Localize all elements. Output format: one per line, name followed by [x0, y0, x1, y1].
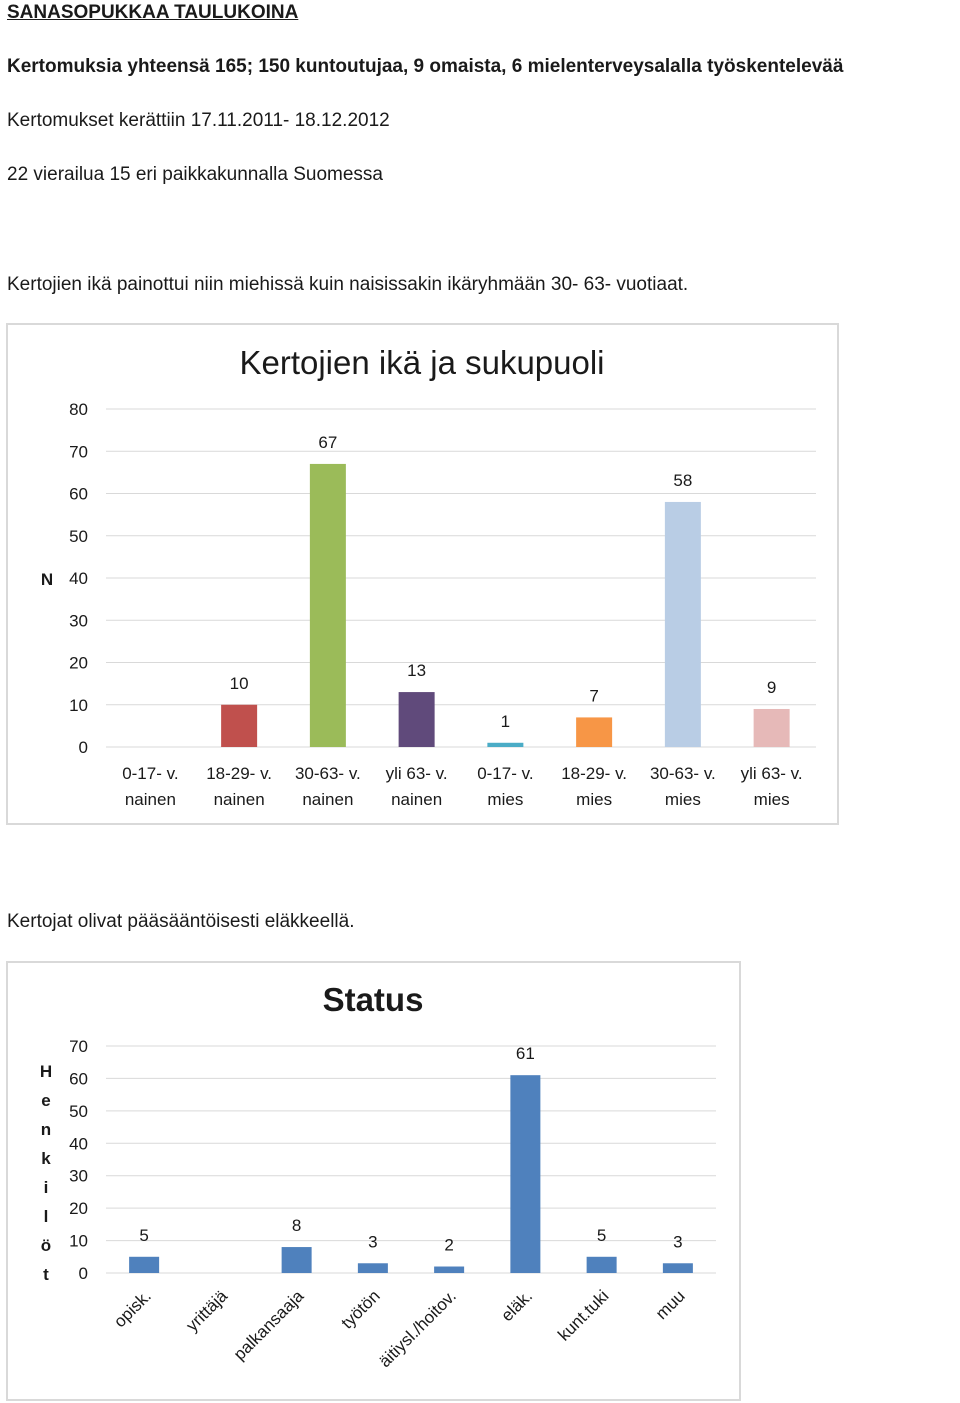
x-category-label: muu	[651, 1286, 689, 1324]
data-label: 8	[291, 1216, 302, 1236]
x-category-label: eläk.	[497, 1286, 537, 1326]
y-axis-label: N	[40, 570, 54, 589]
data-label: 5	[596, 1225, 607, 1245]
data-label: 3	[673, 1232, 683, 1252]
data-label: 58	[673, 470, 693, 490]
x-category-label: nainen	[213, 790, 265, 809]
y-tick-label: 50	[69, 1101, 88, 1121]
x-category-label: nainen	[302, 790, 354, 809]
data-label: 9	[766, 677, 777, 697]
y-tick-label: 80	[69, 400, 88, 419]
x-category-label: 18-29- v.	[206, 764, 273, 783]
y-tick-label: 0	[78, 738, 88, 757]
data-label: 1	[500, 711, 511, 731]
x-category-label: yli 63- v.	[740, 764, 803, 783]
y-tick-label: 70	[69, 442, 88, 462]
x-category-label: kunt.tuki	[554, 1286, 613, 1345]
data-label: 3	[368, 1232, 378, 1252]
y-tick-label: 50	[69, 526, 88, 546]
y-axis-label: H e n k i l ö t	[39, 1062, 53, 1284]
bar	[129, 1257, 159, 1273]
y-tick-label: 20	[69, 653, 88, 673]
age-summary-line: Kertojien ikä painottui niin miehissä kuin naisissakin ikäryhmään 30- 63- vuotiaat.	[7, 274, 689, 295]
data-label: 67	[318, 432, 338, 452]
y-tick-label: 10	[69, 1231, 88, 1251]
status-summary-line: Kertojat olivat pääsääntöisesti eläkkeellä.	[7, 911, 355, 932]
y-tick-label: 40	[69, 569, 88, 588]
x-category-label: opisk.	[110, 1286, 155, 1332]
document-heading: SANASOPUKKAA TAULUKOINA	[7, 2, 299, 23]
y-tick-label: 70	[69, 1037, 88, 1056]
x-category-label: palkansaaja	[229, 1286, 308, 1364]
x-category-label: äitiysl./hoitov.	[375, 1286, 460, 1372]
x-category-label: yrittäjä	[182, 1286, 232, 1336]
x-category-label: 0-17- v.	[477, 764, 534, 783]
y-tick-label: 30	[69, 611, 88, 631]
y-tick-label: 20	[69, 1199, 88, 1219]
y-tick-label: 30	[69, 1166, 88, 1186]
data-label: 61	[515, 1044, 535, 1064]
bar	[434, 1267, 464, 1273]
chart-title: Status	[322, 981, 424, 1018]
chart-title: Kertojien ikä ja sukupuoli	[239, 344, 605, 381]
data-label: 7	[589, 686, 599, 706]
x-category-label: 30-63- v.	[649, 764, 716, 783]
x-category-label: työtön	[337, 1286, 384, 1333]
x-category-label: mies	[664, 790, 701, 809]
x-category-label: 30-63- v.	[294, 764, 361, 783]
y-tick-label: 60	[69, 1069, 88, 1089]
y-tick-label: 60	[69, 484, 88, 504]
x-category-label: nainen	[391, 790, 443, 809]
bar	[663, 1263, 693, 1273]
x-category-label: 18-29- v.	[561, 764, 628, 783]
x-category-label: yli 63- v.	[385, 764, 448, 783]
x-category-label: mies	[576, 790, 613, 809]
x-category-label: nainen	[124, 790, 176, 809]
x-category-label: 0-17- v.	[122, 764, 179, 783]
x-category-label: mies	[487, 790, 524, 809]
data-label: 2	[444, 1235, 454, 1255]
data-label: 5	[139, 1225, 149, 1245]
y-tick-label: 10	[69, 695, 88, 715]
data-label: 10	[229, 673, 249, 693]
summary-line-visits: 22 vierailua 15 eri paikkakunnalla Suomessa	[7, 164, 384, 185]
summary-line-count: Kertomuksia yhteensä 165; 150 kuntoutujaa, 9 omaista, 6 mielenterveysalalla työskentelevää	[7, 56, 844, 77]
y-tick-label: 40	[69, 1134, 88, 1154]
y-tick-label: 0	[78, 1264, 88, 1283]
bar	[358, 1263, 388, 1273]
x-category-label: mies	[753, 790, 790, 809]
summary-line-dates: Kertomukset kerättiin 17.11.2011- 18.12.2012	[7, 110, 390, 131]
bar	[282, 1247, 312, 1273]
bar	[587, 1257, 617, 1273]
data-label: 13	[407, 661, 427, 681]
bar	[510, 1075, 540, 1273]
